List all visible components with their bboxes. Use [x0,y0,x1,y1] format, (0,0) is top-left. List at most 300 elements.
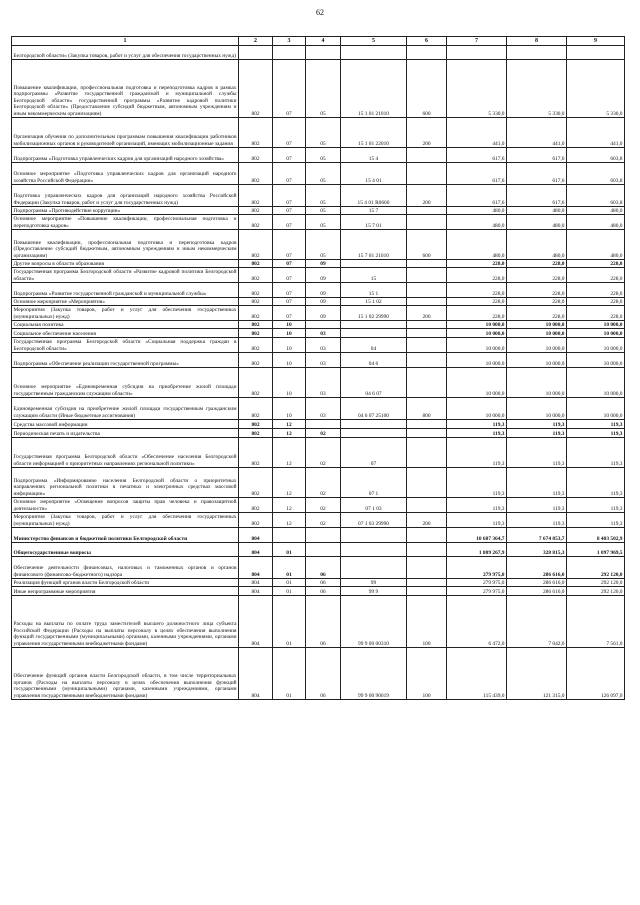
table-row [12,528,625,543]
row-code-target: 15 [341,268,407,283]
row-code-subsection: 02 [306,498,341,513]
row-code-target: 15 1 01 22010 [341,118,407,148]
row-code-target: 15 7 [341,207,407,215]
row-code-section: 10 [273,338,306,353]
row-code-expense-type [407,543,447,557]
row-amount-year2: 10 000,0 [507,338,567,353]
row-amount-year1: 10 000,0 [447,329,507,338]
row-code-ministry: 802 [239,268,273,283]
row-amount-year3: 603,8 [567,185,625,207]
row-code-target: 15 1 02 [341,298,407,306]
row-amount-year1: 10 000,0 [447,353,507,368]
row-amount-year3: 228,0 [567,298,625,306]
row-amount-year3: 119,3 [567,513,625,528]
row-code-section: 07 [273,283,306,298]
row-code-section [273,528,306,543]
row-amount-year2: 228,0 [507,283,567,298]
row-code-section: 07 [273,118,306,148]
row-code-subsection [306,528,341,543]
row-code-target: 15 1 02 29990 [341,306,407,321]
row-amount-year3: 603,8 [567,148,625,163]
row-code-target: 04 6 07 [341,368,407,398]
row-name: Иные непрограммные мероприятия [12,587,239,596]
row-amount-year2: 228,0 [507,306,567,321]
row-code-section: 07 [273,185,306,207]
row-code-section: 12 [273,498,306,513]
row-name: Обеспечение функций органов власти Белгородской области, в том числе территориальных органов (Расходы на выплаты персоналу в целях обеспечения выполнения функций государственными (муниципальными) органами, казенными учреждениями, органами управления государственными внебюджетными фондами) [12,648,239,700]
row-code-ministry: 802 [239,306,273,321]
row-name: Обеспечение деятельности финансовых, налоговых и таможенных органов и органов финансового (финансово-бюджетного) надзора [12,557,239,579]
row-amount-year1: 119,3 [447,420,507,429]
row-amount-year2: 228,0 [507,260,567,268]
row-code-subsection: 05 [306,230,341,260]
row-name: Государственная программа Белгородской области «Социальная поддержка граждан в Белгородской области» [13,339,237,352]
row-amount-year3: 10 000,0 [567,329,625,338]
row-code-target: 04 6 07 25100 [341,398,407,420]
row-amount-year3: 8 403 502,9 [567,528,625,543]
row-code-expense-type [407,268,447,283]
row-code-subsection: 03 [306,353,341,368]
row-amount-year2: 328 815,3 [507,543,567,557]
row-name: Государственная программа Белгородской области «Обеспечение населения Белгородской области информацией о приоритетных направлениях региональной политики» [12,438,239,468]
row-amount-year2: 10 000,0 [507,353,567,368]
row-code-target: 15 4 [341,148,407,163]
row-amount-year2: 480,0 [507,230,567,260]
row-code-target: 15 4 01 R0660 [341,185,407,207]
row-code-subsection: 06 [306,648,341,700]
row-amount-year3: 480,0 [567,207,625,215]
table-row [12,118,625,148]
row-amount-year3: 10 000,0 [567,368,625,398]
table-row [12,368,625,398]
row-code-section: 10 [273,353,306,368]
table-body [12,46,625,700]
header-cell: 1 [12,37,239,46]
row-amount-year2: 286 616,0 [507,587,567,596]
row-code-section: 01 [273,596,306,648]
row-code-ministry: 802 [239,60,273,118]
table-row [12,513,625,528]
row-code-ministry: 802 [239,321,273,329]
row-name: Основное мероприятие «Повышение квалификации, профессиональная подготовка и переподготовка кадров» [13,216,237,229]
row-code-subsection: 05 [306,215,341,230]
row-code-ministry: 804 [239,579,273,587]
row-code-target [341,528,407,543]
row-name: Государственная программа Белгородской области «Развитие кадровой политики Белгородской области» [13,269,237,282]
row-code-target: 15 1 [341,283,407,298]
row-code-section: 10 [273,398,306,420]
table-row [12,498,625,513]
row-code-subsection: 02 [306,513,341,528]
row-code-subsection: 06 [306,557,341,579]
row-code-section: 01 [273,579,306,587]
row-code-subsection: 02 [306,468,341,498]
table-row [12,268,625,283]
row-amount-year2: 5 330,0 [507,60,567,118]
header-row [12,37,625,46]
row-code-ministry: 802 [239,118,273,148]
row-name: Мероприятия (Закупка товаров, работ и услуг для обеспечения государственных (муниципальных) нужд) [13,307,237,320]
row-code-section: 10 [273,368,306,398]
table-row [12,148,625,163]
row-code-expense-type [407,329,447,338]
header-cell: 3 [273,37,306,46]
header-cell: 5 [341,37,407,46]
row-name: Мероприятия (Закупка товаров, работ и услуг для обеспечения государственных (муниципальных) нужд) [13,514,237,527]
row-code-subsection: 03 [306,368,341,398]
row-amount-year2: 119,3 [507,498,567,513]
row-amount-year1: 480,0 [447,230,507,260]
row-amount-year3: 126 097,0 [567,648,625,700]
row-code-target [341,260,407,268]
row-amount-year3: 5 330,0 [567,60,625,118]
row-code-section: 01 [273,557,306,579]
row-amount-year1: 617,6 [447,185,507,207]
row-amount-year2: 119,3 [507,429,567,438]
page-number: 62 [316,8,324,17]
row-code-ministry [239,46,273,60]
table-row [12,420,625,429]
row-amount-year2: 119,3 [507,513,567,528]
table-row [12,596,625,648]
row-code-expense-type [407,420,447,429]
header-cell: 8 [507,37,567,46]
row-code-ministry: 804 [239,587,273,596]
row-amount-year1: 480,0 [447,215,507,230]
row-code-subsection: 03 [306,329,341,338]
row-amount-year2: 617,6 [507,163,567,185]
row-code-section: 10 [273,329,306,338]
row-code-expense-type: 200 [407,185,447,207]
row-code-target: 07 1 [341,468,407,498]
row-amount-year2: 441,0 [507,118,567,148]
table-row [12,60,625,118]
table-row [12,587,625,596]
row-code-ministry: 804 [239,543,273,557]
row-code-ministry: 802 [239,148,273,163]
row-amount-year3: 292 120,0 [567,587,625,596]
row-code-target: 15 7 01 21010 [341,230,407,260]
row-code-subsection: 05 [306,163,341,185]
table-row [12,353,625,368]
row-code-ministry: 802 [239,260,273,268]
row-name: Основное мероприятие «Мероприятия» [12,298,239,306]
row-amount-year1: 617,6 [447,148,507,163]
row-amount-year2: 480,0 [507,215,567,230]
row-code-subsection: 06 [306,579,341,587]
row-amount-year1: 10 687 364,7 [447,528,507,543]
row-amount-year2: 228,0 [507,298,567,306]
row-code-subsection: 09 [306,260,341,268]
row-code-expense-type [407,587,447,596]
row-name: Другие вопросы в области образования [12,260,239,268]
row-code-ministry: 804 [239,557,273,579]
row-code-ministry: 802 [239,353,273,368]
row-amount-year3: 292 120,0 [567,557,625,579]
row-amount-year2: 480,0 [507,207,567,215]
row-code-expense-type [407,468,447,498]
row-code-expense-type [407,338,447,353]
row-code-section: 12 [273,420,306,429]
row-name: Подпрограмма «Подготовка управленческих кадров для организаций народного хозяйства» [12,148,239,163]
row-amount-year2: 119,3 [507,420,567,429]
row-amount-year1: 119,3 [447,468,507,498]
row-amount-year2: 10 000,0 [507,398,567,420]
row-code-expense-type [407,438,447,468]
header-cell: 4 [306,37,341,46]
row-code-target [341,557,407,579]
row-amount-year3 [567,46,625,60]
row-code-target: 99 9 00 90019 [341,648,407,700]
row-amount-year1: 228,0 [447,283,507,298]
row-code-target: 15 4 01 [341,163,407,185]
row-code-section: 10 [273,321,306,329]
row-code-subsection: 09 [306,298,341,306]
row-amount-year3: 292 120,0 [567,579,625,587]
row-amount-year2: 10 000,0 [507,368,567,398]
row-amount-year1: 10 000,0 [447,398,507,420]
row-code-section: 01 [273,648,306,700]
row-code-expense-type: 200 [407,306,447,321]
row-amount-year3: 228,0 [567,268,625,283]
table-row [12,321,625,329]
row-code-subsection: 05 [306,118,341,148]
row-amount-year1: 441,0 [447,118,507,148]
row-code-expense-type [407,579,447,587]
table-row [12,648,625,700]
row-code-expense-type [407,321,447,329]
row-name: Средства массовой информации [12,420,239,429]
table-row [12,230,625,260]
row-amount-year1: 119,3 [447,438,507,468]
row-code-expense-type [407,260,447,268]
row-code-target: 04 [341,338,407,353]
row-code-subsection: 05 [306,185,341,207]
row-code-section: 12 [273,429,306,438]
row-code-ministry: 802 [239,468,273,498]
row-code-section: 12 [273,468,306,498]
row-name: Общегосударственные вопросы [12,543,239,557]
row-code-target [341,543,407,557]
row-code-subsection: 05 [306,207,341,215]
row-name: Расходы на выплаты по оплате труда заместителей высшего должностного лица субъекта Российской Федерации (Расходы на выплаты персоналу в целях обеспечения выполнения функций государственными (муниципальными) органами, казенными учреждениями, органами управления государственными внебюджетными фондами) [12,596,239,648]
row-code-subsection [306,420,341,429]
row-amount-year3: 228,0 [567,306,625,321]
row-code-subsection: 03 [306,398,341,420]
row-amount-year3: 10 000,0 [567,338,625,353]
row-code-target: 07 1 03 29990 [341,513,407,528]
row-code-expense-type [407,46,447,60]
row-code-ministry: 804 [239,528,273,543]
row-code-expense-type [407,163,447,185]
row-amount-year3: 480,0 [567,215,625,230]
header-cell: 9 [567,37,625,46]
row-name: Реализация функций органов власти Белгородской области [12,579,239,587]
row-name: Социальная политика [12,321,239,329]
row-code-section: 07 [273,260,306,268]
row-name: Повышение квалификации, профессиональная подготовка и переподготовка кадров (Предоставление субсидий бюджетным, автономным учреждениям и иным некоммерческим организациям) [12,230,239,260]
row-code-section [273,46,306,60]
table-row [12,543,625,557]
row-code-section: 07 [273,60,306,118]
row-code-ministry: 802 [239,185,273,207]
row-code-expense-type: 800 [407,398,447,420]
row-code-target: 99 9 00 00310 [341,596,407,648]
row-name: Единовременная субсидия на приобретение жилой площади государственным гражданским служащим области (Иные бюджетные ассигнования) [12,398,239,420]
row-code-target: 07 [341,438,407,468]
row-code-expense-type [407,215,447,230]
row-amount-year3: 10 000,0 [567,398,625,420]
row-amount-year1: 1 809 267,9 [447,543,507,557]
row-amount-year1: 480,0 [447,207,507,215]
table-row [12,283,625,298]
table-row [12,429,625,438]
row-code-expense-type: 600 [407,230,447,260]
header-cell: 2 [239,37,273,46]
row-code-ministry: 802 [239,329,273,338]
row-name: Периодическая печать и издательства [12,429,239,438]
budget-table [11,36,625,700]
row-amount-year1: 115 439,0 [447,648,507,700]
row-code-ministry: 802 [239,438,273,468]
table-row [12,306,625,321]
row-amount-year3: 228,0 [567,283,625,298]
row-amount-year2: 286 616,0 [507,579,567,587]
row-name: Основное мероприятие «Подготовка управленческих кадров для организаций народного хозяйства Российской Федерации» [12,163,239,185]
row-amount-year2 [507,46,567,60]
row-code-target: 99 [341,579,407,587]
row-code-target [341,329,407,338]
table-row [12,215,625,230]
row-code-expense-type [407,148,447,163]
row-code-ministry: 802 [239,283,273,298]
row-code-section: 07 [273,215,306,230]
row-code-expense-type [407,353,447,368]
row-code-section: 01 [273,587,306,596]
table-row [12,329,625,338]
row-amount-year3: 10 000,0 [567,321,625,329]
row-code-subsection: 09 [306,306,341,321]
row-code-expense-type: 600 [407,60,447,118]
table-row [12,338,625,353]
row-code-subsection: 02 [306,438,341,468]
row-code-ministry: 802 [239,398,273,420]
row-code-target [341,46,407,60]
row-code-section: 12 [273,438,306,468]
row-amount-year2: 121 315,0 [507,648,567,700]
row-code-expense-type [407,298,447,306]
table-row [12,579,625,587]
row-name: Подготовка управленческих кадров для организаций народного хозяйства Российской Федерации (Закупка товаров, работ и услуг для государственных нужд) [12,185,239,207]
row-code-target [341,429,407,438]
row-amount-year2: 10 000,0 [507,329,567,338]
row-amount-year3: 10 000,0 [567,353,625,368]
row-amount-year2: 7 042,0 [507,596,567,648]
row-code-section: 07 [273,163,306,185]
row-code-section: 07 [273,306,306,321]
header-cell: 6 [407,37,447,46]
table-row [12,298,625,306]
row-code-subsection: 05 [306,60,341,118]
row-code-expense-type: 100 [407,648,447,700]
row-amount-year2: 617,6 [507,148,567,163]
row-amount-year1 [447,46,507,60]
row-amount-year1: 119,3 [447,498,507,513]
row-amount-year1: 279 975,0 [447,579,507,587]
row-name: Социальное обеспечение населения [12,329,239,338]
table-row [12,185,625,207]
row-amount-year3: 7 561,0 [567,596,625,648]
row-amount-year3: 119,3 [567,498,625,513]
table-row [12,163,625,185]
row-amount-year1: 10 000,0 [447,338,507,353]
row-code-target: 07 1 03 [341,498,407,513]
table-row [12,468,625,498]
row-amount-year1: 617,6 [447,163,507,185]
table-row [12,207,625,215]
table-row [12,260,625,268]
row-code-expense-type: 100 [407,596,447,648]
row-code-section: 07 [273,148,306,163]
table-row [12,438,625,468]
row-amount-year1: 5 330,0 [447,60,507,118]
row-code-target: 99 9 [341,587,407,596]
row-amount-year3: 119,3 [567,429,625,438]
row-amount-year3: 1 097 969,5 [567,543,625,557]
row-amount-year1: 119,3 [447,429,507,438]
row-code-target: 04 6 [341,353,407,368]
row-name: Основное мероприятие «Освещение вопросов защиты прав человека и правозащитной деятельности» [13,499,237,512]
row-name: Подпрограмма «Обеспечение реализации государственной программы» [12,353,239,368]
row-amount-year2: 119,3 [507,468,567,498]
row-code-section: 07 [273,268,306,283]
row-code-ministry: 802 [239,207,273,215]
row-code-target: 15 1 01 21010 [341,60,407,118]
row-name: Подпрограмма «Информирование населения Белгородской области о приоритетных направлениях региональной политики в печатных и электронных средствах массовой информации» [12,468,239,498]
row-name: Белгородской области» (Закупка товаров, работ и услуг для обеспечения государственных нужд) [12,46,239,60]
row-code-expense-type [407,283,447,298]
row-name: Подпрограмма «Противодействие коррупции» [12,207,239,215]
row-code-subsection: 09 [306,268,341,283]
row-code-ministry: 804 [239,648,273,700]
row-amount-year1: 228,0 [447,298,507,306]
row-amount-year2: 617,6 [507,185,567,207]
row-amount-year3: 480,0 [567,230,625,260]
row-code-ministry: 802 [239,298,273,306]
row-code-section: 07 [273,298,306,306]
table-row [12,398,625,420]
row-code-ministry: 802 [239,215,273,230]
row-code-subsection [306,46,341,60]
row-amount-year1: 119,3 [447,513,507,528]
row-name: Основное мероприятие «Единовременная субсидия на приобретение жилой площади государственным гражданским служащим области» [12,368,239,398]
row-code-section: 12 [273,513,306,528]
row-code-ministry: 802 [239,513,273,528]
row-amount-year1: 228,0 [447,268,507,283]
row-amount-year3: 119,3 [567,438,625,468]
row-name: Организация обучения по дополнительным программам повышения квалификации работников мобилизационных органов и руководителей организаций, имеющих мобилизационные задания [12,118,239,148]
row-code-expense-type [407,207,447,215]
row-code-target: 15 7 01 [341,215,407,230]
row-code-subsection [306,543,341,557]
row-code-subsection: 05 [306,148,341,163]
row-code-ministry: 802 [239,420,273,429]
row-code-subsection: 09 [306,283,341,298]
row-amount-year1: 228,0 [447,306,507,321]
row-code-ministry: 802 [239,498,273,513]
row-code-expense-type [407,528,447,543]
row-code-subsection: 03 [306,338,341,353]
